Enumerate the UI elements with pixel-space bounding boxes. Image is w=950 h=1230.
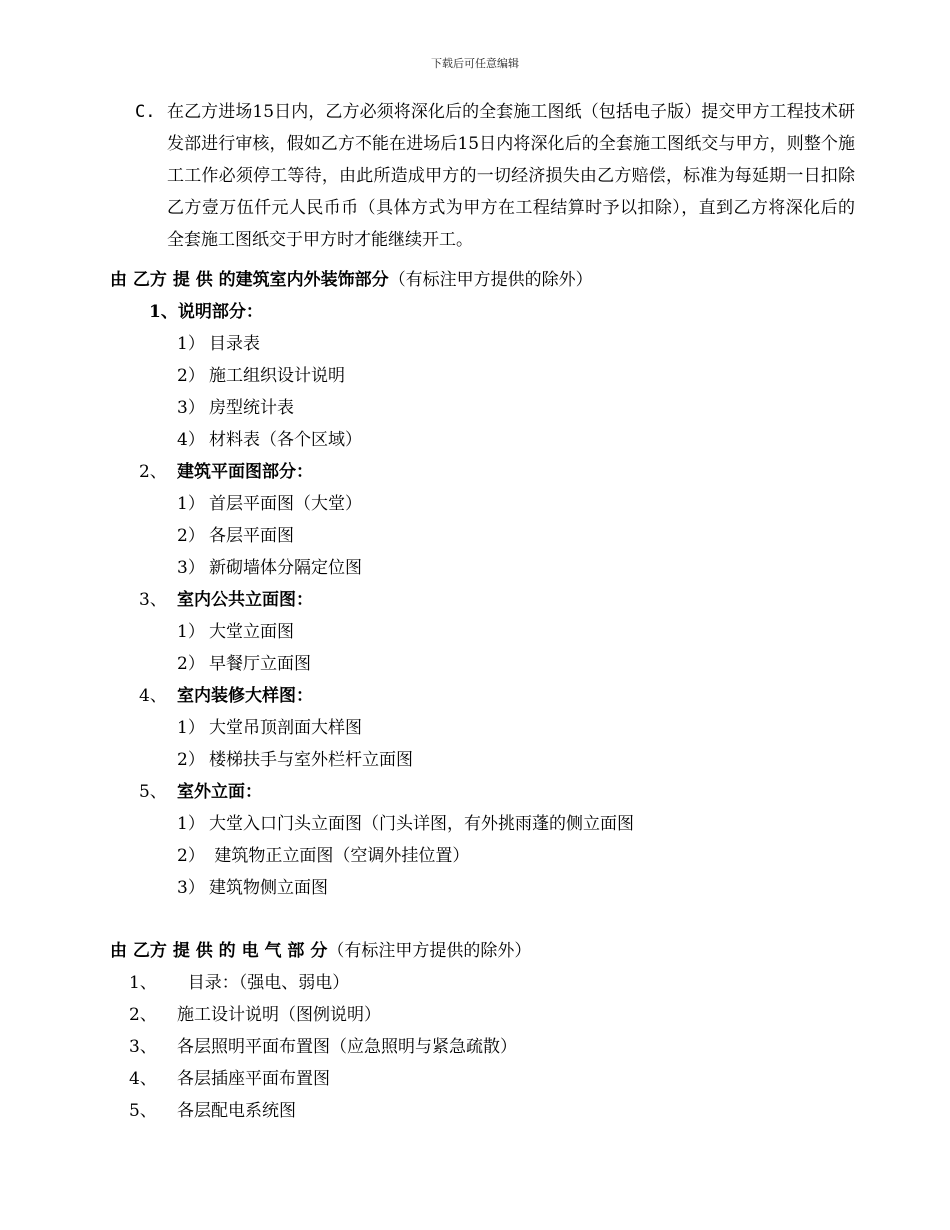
list-item [177, 493, 362, 515]
text-span: 2） [177, 526, 205, 546]
group-heading [139, 685, 313, 707]
text-span: 2、 [139, 462, 167, 482]
group-heading [139, 589, 313, 611]
list-item [129, 1100, 296, 1122]
text-span: 2） [177, 846, 205, 866]
text-span: 1、 [149, 302, 178, 322]
text-span: 2、 [129, 1005, 157, 1025]
list-item [177, 557, 362, 579]
text-span: 3、 [139, 590, 167, 610]
text-span: 建筑平面图部分： [177, 462, 313, 482]
clause-c [135, 96, 855, 256]
text-span: 大堂立面图 [209, 622, 294, 642]
text-span: 2） [177, 750, 205, 770]
text-span: 大堂吊顶剖面大样图 [209, 718, 362, 738]
text-span: 3） [177, 558, 205, 578]
page-header: 下载后可任意编辑 [431, 57, 519, 70]
list-item [129, 1004, 381, 1026]
list-item [177, 877, 328, 899]
list-item [177, 365, 345, 387]
list-item [177, 749, 413, 771]
text-span: 施工组织设计说明 [209, 366, 345, 386]
text-span: 各层平面图 [209, 526, 294, 546]
list-item [177, 845, 469, 867]
section-heading-decor [110, 269, 593, 291]
list-item [129, 1068, 330, 1090]
text-span: 施工设计说明（图例说明） [177, 1005, 381, 1025]
text-span: 2） [177, 366, 205, 386]
text-span: 大堂入口门头立面图（门头详图，有外挑雨蓬的侧立面图 [209, 814, 634, 834]
group-heading [149, 301, 263, 323]
list-item [177, 397, 294, 419]
text-span: 首层平面图（大堂） [209, 494, 362, 514]
text-span: 建筑物正立面图（空调外挂位置） [209, 846, 470, 866]
clause-marker: C. [135, 102, 156, 122]
section-heading-elec [110, 940, 531, 962]
text-span: 新砌墙体分隔定位图 [209, 558, 362, 578]
text-span: 1） [177, 334, 205, 354]
list-item [177, 333, 260, 355]
text-span: 楼梯扶手与室外栏杆立面图 [209, 750, 413, 770]
text-span: 室外立面： [177, 782, 262, 802]
text-span: 室内公共立面图： [177, 590, 313, 610]
text-span: 4、 [139, 686, 167, 706]
text-span: 1） [177, 718, 205, 738]
text-span: 4） [177, 430, 205, 450]
text-span: 2） [177, 654, 205, 674]
text-span: 各层插座平面布置图 [177, 1069, 330, 1089]
text-span: 各层配电系统图 [177, 1101, 296, 1121]
list-item [177, 525, 294, 547]
list-item [177, 813, 634, 835]
text-span: 目录表 [209, 334, 260, 354]
text-span: 目录：（强电、弱电） [177, 973, 350, 993]
text-span: 3、 [129, 1037, 157, 1057]
text-span: 早餐厅立面图 [209, 654, 311, 674]
text-span: 室内装修大样图： [177, 686, 313, 706]
text-span: 房型统计表 [209, 398, 294, 418]
list-item [177, 621, 294, 643]
text-span: 5、 [139, 782, 167, 802]
group-heading [139, 461, 313, 483]
section-title: 由 乙方 提 供 的建筑室内外装饰部分 [110, 270, 389, 290]
text-span: 4、 [129, 1069, 157, 1089]
section-title: 由 乙方 提 供 的 电 气 部 分 [110, 941, 328, 961]
list-item [177, 717, 362, 739]
list-item [177, 653, 311, 675]
section-note: （有标注甲方提供的除外） [327, 941, 532, 961]
list-item [129, 972, 349, 994]
list-item [129, 1036, 517, 1058]
text-span: 各层照明平面布置图（应急照明与紧急疏散） [177, 1037, 517, 1057]
text-span: 3） [177, 878, 205, 898]
section-note: （有标注甲方提供的除外） [388, 270, 593, 290]
text-span: 说明部分： [177, 302, 263, 322]
text-span: 1） [177, 622, 205, 642]
list-item [177, 429, 362, 451]
text-span: 建筑物侧立面图 [209, 878, 328, 898]
group-heading [139, 781, 262, 803]
text-span: 3） [177, 398, 205, 418]
text-span: 材料表（各个区域） [209, 430, 362, 450]
text-span: 1、 [129, 973, 157, 993]
text-span: 1） [177, 494, 205, 514]
clause-text: 在乙方进场15日内，乙方必须将深化后的全套施工图纸（包括电子版）提交甲方工程技术研发部进行审核，假如乙方不能在进场后15日内将深化后的全套施工图纸交与甲方，则整个施工工作必须停工等待，由此所造成甲方的一切经济损失由乙方赔偿，标准为每延期一日扣除乙方壹万伍仟元人民币币（具体方式为甲方在工程结算时予以扣除），直到乙方将深化后的全套施工图纸交于甲方时才能继续开工。 [167, 102, 855, 250]
text-span: 1） [177, 814, 205, 834]
text-span: 5、 [129, 1101, 157, 1121]
